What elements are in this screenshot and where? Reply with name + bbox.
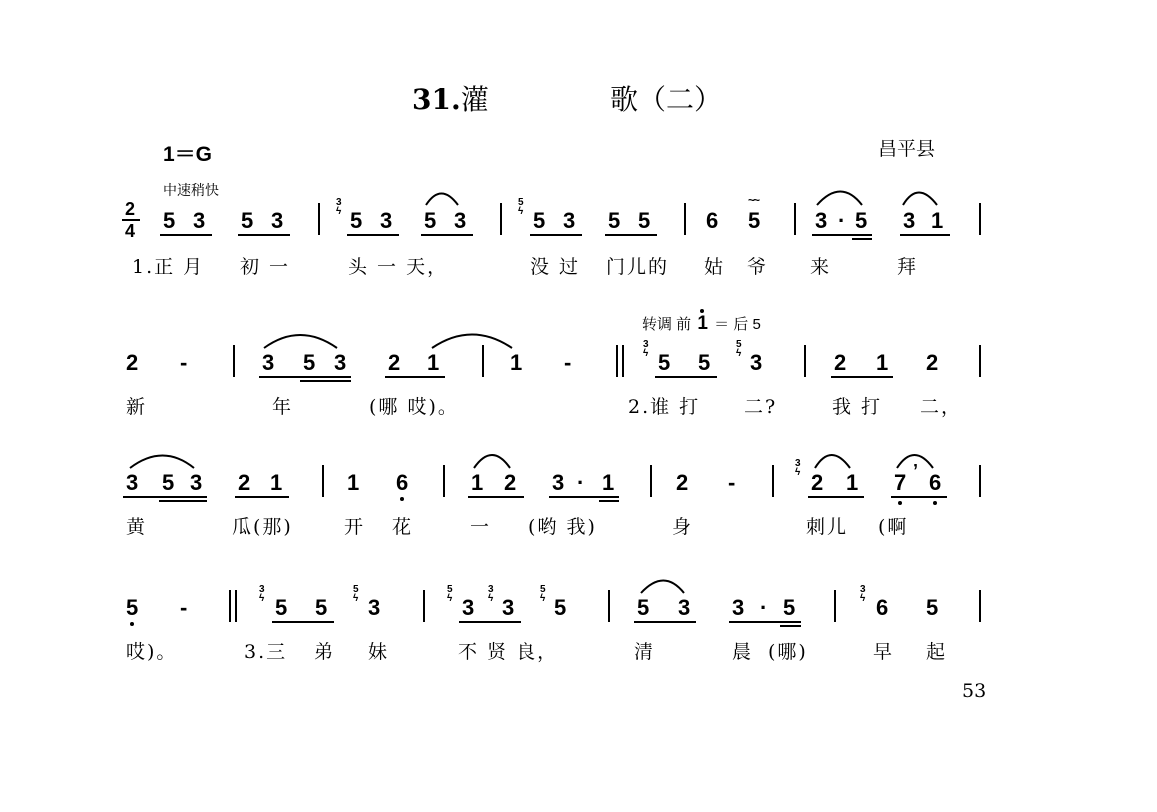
note: 3 — [903, 208, 916, 233]
lyric: 来 — [810, 256, 832, 278]
song-title-part2: 歌（二） — [610, 83, 723, 116]
note: 1 — [876, 350, 889, 375]
note: 3 — [190, 470, 203, 495]
song-title-part1: 灌 — [460, 83, 489, 116]
note: 5 — [424, 208, 437, 233]
note: 5 — [554, 595, 567, 620]
note: 3 — [454, 208, 467, 233]
lyric: 3.三 — [244, 641, 288, 663]
lyric: 起 — [926, 641, 948, 663]
note: 3 — [126, 470, 139, 495]
slur — [426, 194, 458, 206]
lyric: 我 打 — [832, 396, 883, 418]
high-note: 1 — [697, 314, 708, 333]
lyric: (哪 哎)。 — [369, 396, 459, 418]
time-signature-bottom: 4 — [125, 221, 136, 241]
lyric: 清 — [634, 641, 656, 663]
lyric: 姑 — [704, 256, 726, 278]
lyric: 哎)。 — [126, 641, 178, 663]
note: 3 — [750, 350, 763, 375]
note: 1 — [347, 470, 360, 495]
lyric: 头 一 天， — [348, 256, 449, 278]
slur — [815, 455, 850, 468]
lyric: 爷 — [747, 256, 769, 278]
lyric: 早 — [873, 641, 895, 663]
lyric: 妹 — [368, 641, 390, 663]
grace-note: 3 ϟ — [259, 584, 265, 604]
lyric: 没 过 — [530, 256, 581, 278]
trill-mark: ~~ — [748, 193, 759, 207]
grace-note: 3 ϟ — [643, 339, 649, 359]
note: 3 — [502, 595, 515, 620]
note: 2 — [926, 350, 939, 375]
note: 3 — [563, 208, 576, 233]
modulation-marking: 转调 前 1 ＝ 后 5 — [642, 314, 761, 333]
note: 3 — [271, 208, 284, 233]
note: 1 — [471, 470, 484, 495]
note: 5 — [163, 208, 176, 233]
lyric: 二， — [920, 396, 963, 418]
note: 6 — [396, 470, 409, 495]
note: 5 — [350, 208, 363, 233]
key-signature: 1＝G — [163, 143, 213, 166]
note: 1 — [510, 350, 523, 375]
note: 2 — [811, 470, 824, 495]
slur — [474, 455, 510, 468]
slur — [903, 193, 937, 206]
dash: - — [180, 595, 188, 620]
grace-note: 5 ϟ — [736, 339, 742, 359]
lyric: 弟 — [314, 641, 336, 663]
note: 3 — [462, 595, 475, 620]
note: 6 — [929, 470, 942, 495]
note: 5 — [275, 595, 288, 620]
note: 2 — [238, 470, 251, 495]
page-number: 53 — [962, 680, 987, 702]
lyric: 年 — [272, 396, 294, 418]
lyric: 开 — [344, 516, 366, 538]
lyric: 拜 — [897, 256, 919, 278]
note: 2 — [504, 470, 517, 495]
augmentation-dot: · — [760, 595, 768, 620]
breath-mark: ’ — [913, 461, 919, 481]
note: 7 — [894, 470, 907, 495]
dash: - — [564, 350, 572, 375]
note: 5 — [855, 208, 868, 233]
note: 3 — [334, 350, 347, 375]
dash: - — [728, 470, 736, 495]
note: 5 — [303, 350, 316, 375]
lyric: 门儿的 — [606, 256, 670, 278]
note: 3 — [552, 470, 565, 495]
lyric: 花 — [392, 516, 414, 538]
grace-note: 3 ϟ — [795, 458, 801, 478]
lyric: 1.正 月 — [132, 256, 205, 278]
note: 1 — [931, 208, 944, 233]
lyric: 身 — [672, 516, 694, 538]
note: 5 — [658, 350, 671, 375]
lyric: 新 — [126, 396, 148, 418]
lyric: 2.谁 打 — [628, 396, 701, 418]
slur — [130, 456, 194, 469]
note: 3 — [368, 595, 381, 620]
note: 5 — [315, 595, 328, 620]
note: 5 — [162, 470, 175, 495]
lyric: 瓜(那) — [232, 516, 293, 538]
lyric: (啊 — [878, 516, 909, 538]
note: 3 — [732, 595, 745, 620]
note: 2 — [834, 350, 847, 375]
grace-note: 5 ϟ — [353, 584, 359, 604]
lyric: 不 贤 良， — [458, 641, 559, 663]
slur — [817, 192, 862, 206]
note: 3 — [380, 208, 393, 233]
note: 6 — [706, 208, 719, 233]
augmentation-dot: · — [577, 470, 585, 495]
grace-note: 5 ϟ — [447, 584, 453, 604]
note: 2 — [126, 350, 139, 375]
lyric: 刺儿 — [806, 516, 849, 538]
note: 3 — [193, 208, 206, 233]
grace-note: 5 ϟ — [518, 197, 524, 217]
note: 2 — [676, 470, 689, 495]
time-signature-top: 2 — [125, 199, 136, 219]
note: 5 — [241, 208, 254, 233]
note: 5 — [638, 208, 651, 233]
lyric: 初 一 — [240, 256, 291, 278]
slur — [897, 455, 933, 468]
grace-note: 3 ϟ — [336, 197, 342, 217]
note: 5 — [783, 595, 796, 620]
slur — [641, 581, 684, 594]
note: 3 — [815, 208, 828, 233]
slur — [264, 335, 337, 348]
note: 1 — [602, 470, 615, 495]
lyric: 一 — [470, 516, 492, 538]
augmentation-dot: · — [838, 208, 846, 233]
note: 5 — [926, 595, 939, 620]
tempo-marking: 中速稍快 — [163, 182, 219, 198]
note: 1 — [270, 470, 283, 495]
note: 5 — [637, 595, 650, 620]
note: 1 — [427, 350, 440, 375]
note: 1 — [846, 470, 859, 495]
note: 2 — [388, 350, 401, 375]
note: 5 — [533, 208, 546, 233]
grace-note: 3 ϟ — [860, 584, 866, 604]
note: 3 — [678, 595, 691, 620]
note: 6 — [876, 595, 889, 620]
song-number: 31. — [412, 83, 461, 116]
note: 3 — [262, 350, 275, 375]
lyric: (哟 我) — [528, 516, 597, 538]
lyric: 晨 — [732, 641, 754, 663]
note: 5 — [698, 350, 711, 375]
lyric: 黄 — [126, 516, 148, 538]
dash: - — [180, 350, 188, 375]
source-label: 昌平县 — [878, 138, 936, 160]
slur — [432, 335, 512, 349]
note: 5 — [126, 595, 139, 620]
note: 5 — [748, 208, 761, 233]
grace-note: 3 ϟ — [488, 584, 494, 604]
lyric: (哪) — [768, 641, 808, 663]
lyric: 二? — [744, 396, 778, 418]
note: 5 — [608, 208, 621, 233]
grace-note: 5 ϟ — [540, 584, 546, 604]
